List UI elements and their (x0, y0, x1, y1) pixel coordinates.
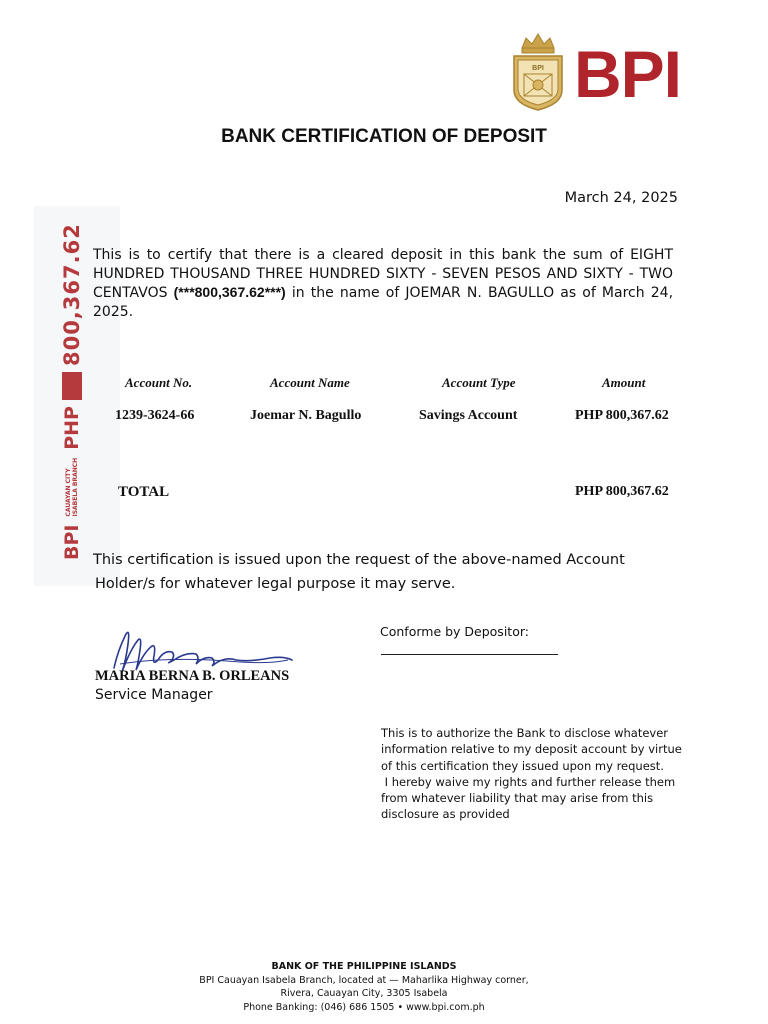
cell-amount: PHP 800,367.62 (575, 408, 669, 423)
svg-text:BPI: BPI (532, 65, 544, 72)
certification-body: This is to certify that there is a cleared deposit in this bank the sum of EIGHT HUNDRED THOUSAND THREE HUNDRED SIXTY - SEVEN PESOS AND SIXTY - TWO CENTAVOS (***800,367.62***) in the name of JOEMAR N. BAGULLO as of March 24, 2025. (93, 247, 674, 320)
validation-stamp (58, 223, 86, 560)
cell-account-no: 1239-3624-66 (115, 408, 195, 423)
document-title: BANK CERTIFICATION OF DEPOSIT (221, 126, 547, 147)
stamp-branch: CAUAYAN CITY ISABELA BRANCH (65, 457, 79, 517)
total-label: TOTAL (118, 484, 170, 500)
certification-purpose: This certification is issued upon the request of the above-named Account Holder/s for whatever legal purpose it may serve. (93, 552, 625, 592)
footer-address-2: Rivera, Cauayan City, 3305 Isabela (280, 988, 448, 999)
footer-contact: Phone Banking: (046) 686 1505 • www.bpi.com.ph (243, 1001, 485, 1013)
conforme-label: Conforme by Depositor: (380, 624, 529, 639)
amount-figure: (***800,367.62***) (173, 284, 286, 300)
header-amount: Amount (602, 375, 646, 390)
document-footer (0, 960, 728, 1014)
document-date: March 24, 2025 (564, 190, 678, 206)
cell-account-name: Joemar N. Bagullo (250, 408, 362, 423)
signatory-title: Service Manager (95, 687, 213, 703)
total-value: PHP 800,367.62 (575, 484, 669, 499)
bpi-crest-icon (514, 34, 562, 110)
footer-bank-name: BANK OF THE PHILIPPINE ISLANDS (271, 961, 457, 972)
footer-address-1: BPI Cauayan Isabela Branch, located at — Maharlika Highway corner, (199, 974, 529, 986)
bpi-logo-text: BPI (574, 37, 682, 111)
stamp-block (62, 372, 82, 400)
authorization-text: This is to authorize the Bank to disclose whatever information relative to my deposit account by virtue of this certification they issued upon my request. I hereby waive my rights and further release them from whatever liability that may arise from this disclosure as provided (381, 726, 682, 822)
signatory-name: MARIA BERNA B. ORLEANS (95, 668, 290, 684)
stamp-bank: BPI (61, 524, 83, 560)
stamp-amount: 800,367.62 (60, 223, 84, 367)
conforme-signature-line (381, 654, 558, 655)
header-account-name: Account Name (270, 375, 350, 390)
header-account-no: Account No. (125, 375, 193, 390)
cell-account-type: Savings Account (419, 408, 518, 423)
header-account-type: Account Type (442, 375, 516, 390)
stamp-currency: PHP (61, 406, 83, 450)
